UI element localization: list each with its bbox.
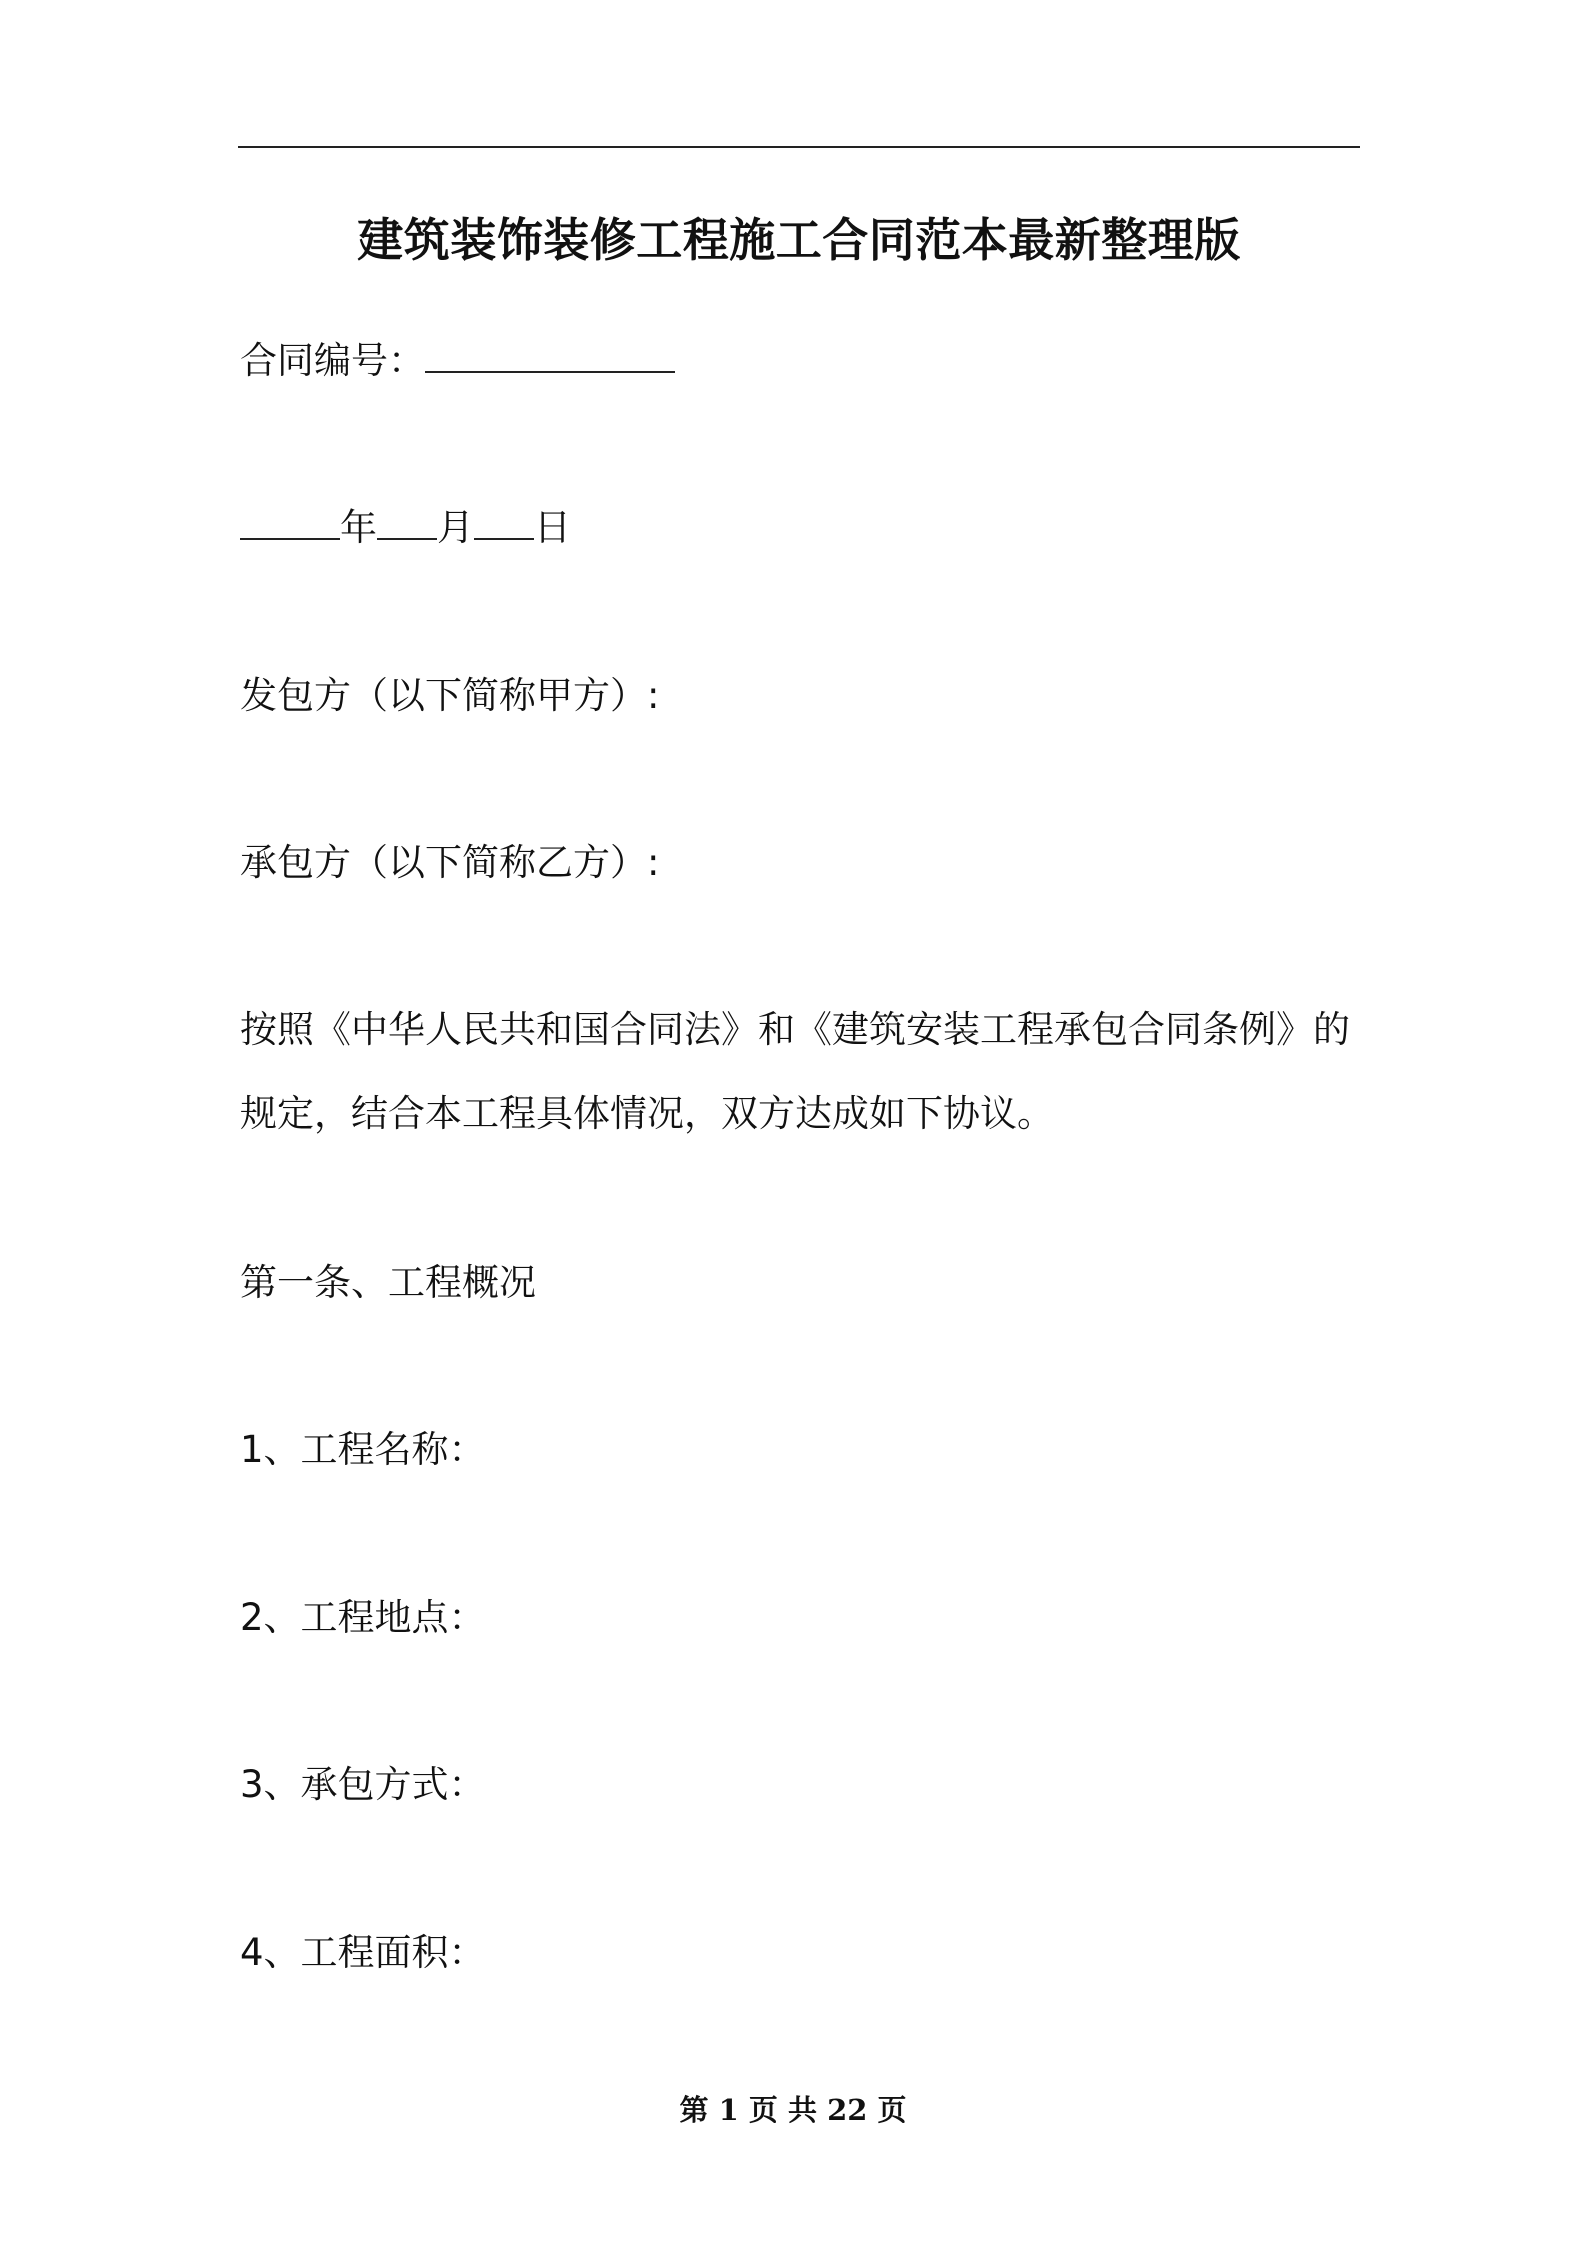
preamble-line-2: 规定，结合本工程具体情况，双方达成如下协议。 — [240, 1092, 1054, 1135]
item-project-name: 1、工程名称： — [240, 1428, 486, 1471]
page-suffix: 页 — [877, 2093, 907, 2127]
article-1-heading: 第一条、工程概况 — [240, 1261, 536, 1304]
item-contract-method: 3、承包方式： — [240, 1763, 486, 1806]
item-project-location: 2、工程地点： — [240, 1596, 486, 1639]
month-label: 月 — [437, 506, 474, 549]
preamble-line-1: 按照《中华人民共和国合同法》和《建筑安装工程承包合同条例》的 — [240, 1008, 1350, 1051]
year-blank — [240, 500, 340, 540]
date-line — [240, 500, 571, 556]
current-page-number: 1 — [718, 2093, 739, 2127]
day-label: 日 — [534, 506, 571, 549]
contract-number-label: 合同编号： — [240, 339, 425, 382]
page-middle: 页 共 — [748, 2093, 817, 2127]
page-number-footer — [0, 2085, 1586, 2135]
total-pages-number: 22 — [827, 2093, 868, 2127]
header-rule — [238, 146, 1360, 148]
party-a-label: 发包方（以下简称甲方）: — [240, 674, 660, 717]
item-project-area: 4、工程面积： — [240, 1931, 486, 1974]
contract-number-line — [240, 333, 675, 389]
year-label: 年 — [340, 506, 377, 549]
day-blank — [474, 500, 534, 540]
month-blank — [377, 500, 437, 540]
party-b-label: 承包方（以下简称乙方）: — [240, 841, 660, 884]
page-prefix: 第 — [679, 2093, 709, 2127]
contract-number-blank — [425, 333, 675, 373]
document-title: 建筑装饰装修工程施工合同范本最新整理版 — [357, 213, 1241, 267]
